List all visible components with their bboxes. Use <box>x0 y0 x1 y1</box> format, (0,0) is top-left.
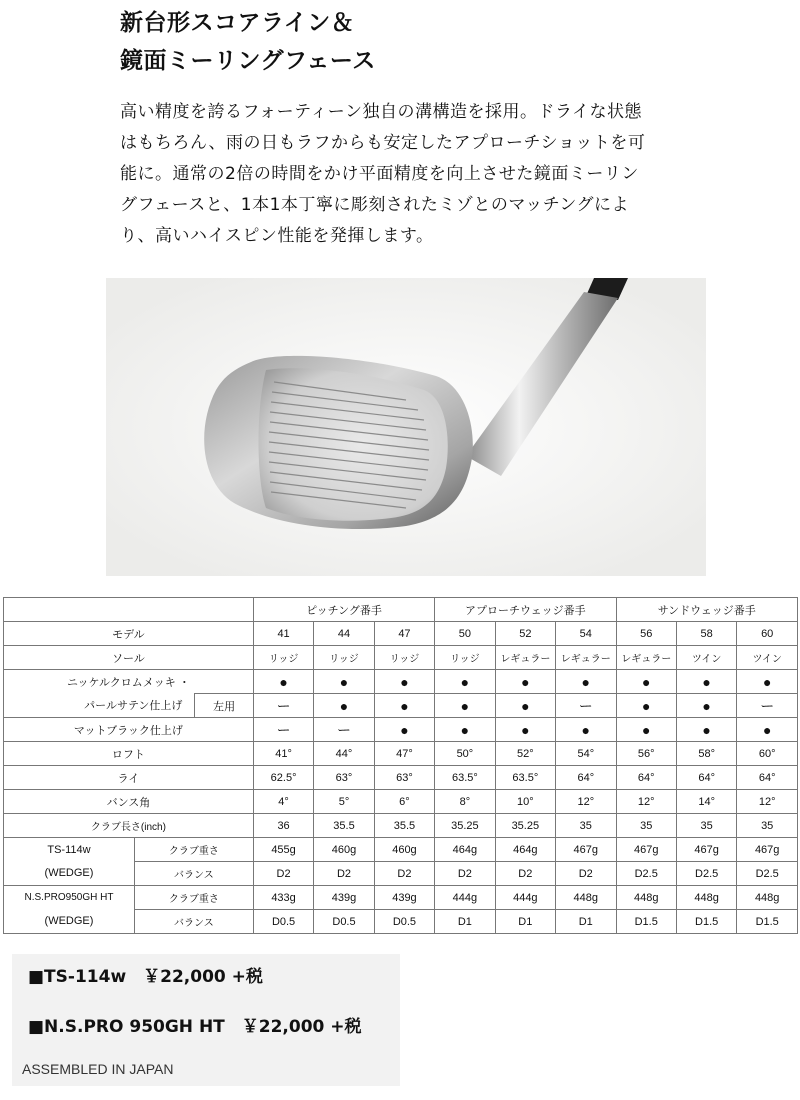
price-box <box>12 954 400 1086</box>
lie-row <box>4 766 798 790</box>
cell: ● <box>676 694 736 718</box>
row-label: マットブラック仕上げ <box>4 718 254 742</box>
cell: 35 <box>676 814 736 838</box>
cell: 64° <box>676 766 736 790</box>
cell: ● <box>253 670 313 694</box>
cell: 35.5 <box>314 814 374 838</box>
cell: D2 <box>253 862 313 886</box>
row-label: ニッケルクロムメッキ ・ <box>4 670 254 694</box>
cell: 35.25 <box>435 814 495 838</box>
cell: D1 <box>495 910 555 934</box>
cell: ー <box>253 694 313 718</box>
cell: D1 <box>556 910 616 934</box>
shaft2-balance-row <box>4 910 798 934</box>
cell: 64° <box>616 766 676 790</box>
cell: 464g <box>495 838 555 862</box>
cell: D2.5 <box>676 862 736 886</box>
cell: 12° <box>556 790 616 814</box>
cell: ● <box>435 670 495 694</box>
length-row <box>4 814 798 838</box>
cell: 5° <box>314 790 374 814</box>
cell: D0.5 <box>374 910 434 934</box>
cell: 64° <box>737 766 798 790</box>
cell: 41 <box>253 622 313 646</box>
cell: 460g <box>314 838 374 862</box>
cell: 47° <box>374 742 434 766</box>
cell: 448g <box>737 886 798 910</box>
shaft2-name: N.S.PRO950GH HT <box>4 886 135 910</box>
shaft2-sub: (WEDGE) <box>4 910 135 934</box>
cell: ● <box>495 694 555 718</box>
cell: ● <box>676 718 736 742</box>
description-line: り、高いハイスピン性能を発揮します。 <box>120 226 434 246</box>
description <box>120 97 690 252</box>
row-label: ソール <box>4 646 254 670</box>
loft-row <box>4 742 798 766</box>
cell: 56 <box>616 622 676 646</box>
cell: D2 <box>435 862 495 886</box>
shaft1-weight-row <box>4 838 798 862</box>
cell: 52 <box>495 622 555 646</box>
cell: 36 <box>253 814 313 838</box>
shaft2-weight-row <box>4 886 798 910</box>
cell: 64° <box>556 766 616 790</box>
cell: 63.5° <box>495 766 555 790</box>
cell: 467g <box>737 838 798 862</box>
description-line: 高い精度を誇るフォーティーン独自の溝構造を採用。ドライな状態 <box>120 102 642 122</box>
cell: 4° <box>253 790 313 814</box>
row-sublabel: クラブ重さ <box>134 886 253 910</box>
cell: 62.5° <box>253 766 313 790</box>
cell: リッジ <box>253 646 313 670</box>
cell: 439g <box>314 886 374 910</box>
matte-row <box>4 718 798 742</box>
cell: 439g <box>374 886 434 910</box>
cell: D1 <box>435 910 495 934</box>
shaft1-balance-row <box>4 862 798 886</box>
bounce-row <box>4 790 798 814</box>
cell: 444g <box>435 886 495 910</box>
cell: 433g <box>253 886 313 910</box>
cell: 460g <box>374 838 434 862</box>
sole-row <box>4 646 798 670</box>
cell: 56° <box>616 742 676 766</box>
cell: 44 <box>314 622 374 646</box>
cell: 467g <box>616 838 676 862</box>
wedge-head-illustration <box>106 278 706 576</box>
cell: 58 <box>676 622 736 646</box>
cell: ー <box>556 694 616 718</box>
cell: ー <box>737 694 798 718</box>
price-ts114w: ■TS-114w ￥22,000 +税 <box>28 967 263 987</box>
cell: 35 <box>616 814 676 838</box>
cell: D0.5 <box>253 910 313 934</box>
cell: レギュラー <box>495 646 555 670</box>
cell: 50° <box>435 742 495 766</box>
cell: ● <box>374 670 434 694</box>
cell: ● <box>314 694 374 718</box>
cell: 60° <box>737 742 798 766</box>
cell: D1.5 <box>676 910 736 934</box>
cell: 35.5 <box>374 814 434 838</box>
row-sublabel: 左用 <box>195 694 253 718</box>
row-label: クラブ長さ(inch) <box>4 814 254 838</box>
cell: 58° <box>676 742 736 766</box>
row-label: バンス角 <box>4 790 254 814</box>
page-heading <box>120 4 376 80</box>
group-pitching: ピッチング番手 <box>253 598 434 622</box>
row-label: ロフト <box>4 742 254 766</box>
cell: 448g <box>676 886 736 910</box>
heading-line-2: 鏡面ミーリングフェース <box>120 48 376 74</box>
cell: 54 <box>556 622 616 646</box>
cell: ● <box>616 718 676 742</box>
cell: 52° <box>495 742 555 766</box>
cell: リッジ <box>314 646 374 670</box>
cell: D2 <box>314 862 374 886</box>
cell: ● <box>374 694 434 718</box>
cell: 60 <box>737 622 798 646</box>
model-row <box>4 622 798 646</box>
nickel-row <box>4 670 798 694</box>
cell: ● <box>616 694 676 718</box>
cell: D2.5 <box>616 862 676 886</box>
cell: ツイン <box>737 646 798 670</box>
group-header-row <box>4 598 798 622</box>
cell: D1.5 <box>737 910 798 934</box>
cell: 35 <box>556 814 616 838</box>
cell: ● <box>495 718 555 742</box>
row-sublabel: バランス <box>134 862 253 886</box>
cell: 41° <box>253 742 313 766</box>
price-nspro: ■N.S.PRO 950GH HT ￥22,000 +税 <box>28 1017 362 1037</box>
cell: ● <box>495 670 555 694</box>
heading-line-1: 新台形スコアライン＆ <box>120 10 355 36</box>
row-sublabel: クラブ重さ <box>134 838 253 862</box>
cell: 63° <box>314 766 374 790</box>
description-line: はもちろん、雨の日もラフからも安定したアプローチショットを可 <box>120 133 646 153</box>
cell: 10° <box>495 790 555 814</box>
cell: ー <box>314 718 374 742</box>
cell: レギュラー <box>616 646 676 670</box>
cell: ● <box>676 670 736 694</box>
cell: 444g <box>495 886 555 910</box>
cell: 12° <box>737 790 798 814</box>
row-label: モデル <box>4 622 254 646</box>
cell: ● <box>435 718 495 742</box>
cell: D0.5 <box>314 910 374 934</box>
cell: ● <box>435 694 495 718</box>
description-line: 能に。通常の2倍の時間をかけ平面精度を向上させた鏡面ミーリン <box>120 164 639 184</box>
cell: レギュラー <box>556 646 616 670</box>
cell: ツイン <box>676 646 736 670</box>
cell: 14° <box>676 790 736 814</box>
cell: 44° <box>314 742 374 766</box>
cell: ● <box>737 718 798 742</box>
shaft1-sub: (WEDGE) <box>4 862 135 886</box>
cell: D2 <box>556 862 616 886</box>
wedge-club-photo <box>106 278 706 576</box>
cell: ー <box>253 718 313 742</box>
cell: 35 <box>737 814 798 838</box>
cell: 54° <box>556 742 616 766</box>
cell: ● <box>616 670 676 694</box>
row-sublabel: バランス <box>134 910 253 934</box>
cell: 464g <box>435 838 495 862</box>
cell: ● <box>737 670 798 694</box>
left-hand-row <box>4 694 798 718</box>
cell: ● <box>314 670 374 694</box>
description-line: グフェースと、1本1本丁寧に彫刻されたミゾとのマッチングによ <box>120 195 630 215</box>
cell: 467g <box>556 838 616 862</box>
assembled-note: ASSEMBLED IN JAPAN <box>22 1061 174 1077</box>
cell: 12° <box>616 790 676 814</box>
cell: 63° <box>374 766 434 790</box>
cell: 63.5° <box>435 766 495 790</box>
cell: ● <box>556 670 616 694</box>
cell: D2 <box>495 862 555 886</box>
row-label: パールサテン仕上げ <box>4 694 195 718</box>
cell: D2 <box>374 862 434 886</box>
cell: 467g <box>676 838 736 862</box>
cell: 47 <box>374 622 434 646</box>
shaft1-name: TS-114w <box>4 838 135 862</box>
cell: 8° <box>435 790 495 814</box>
cell: 35.25 <box>495 814 555 838</box>
cell: ● <box>374 718 434 742</box>
cell: 50 <box>435 622 495 646</box>
cell: D2.5 <box>737 862 798 886</box>
cell: 448g <box>556 886 616 910</box>
cell: リッジ <box>374 646 434 670</box>
cell: リッジ <box>435 646 495 670</box>
cell: ● <box>556 718 616 742</box>
cell: 448g <box>616 886 676 910</box>
cell: 6° <box>374 790 434 814</box>
row-label: ライ <box>4 766 254 790</box>
spec-table <box>3 597 798 934</box>
group-sand: サンドウェッジ番手 <box>616 598 798 622</box>
cell: D1.5 <box>616 910 676 934</box>
cell: 455g <box>253 838 313 862</box>
group-approach: アプローチウェッジ番手 <box>435 598 616 622</box>
